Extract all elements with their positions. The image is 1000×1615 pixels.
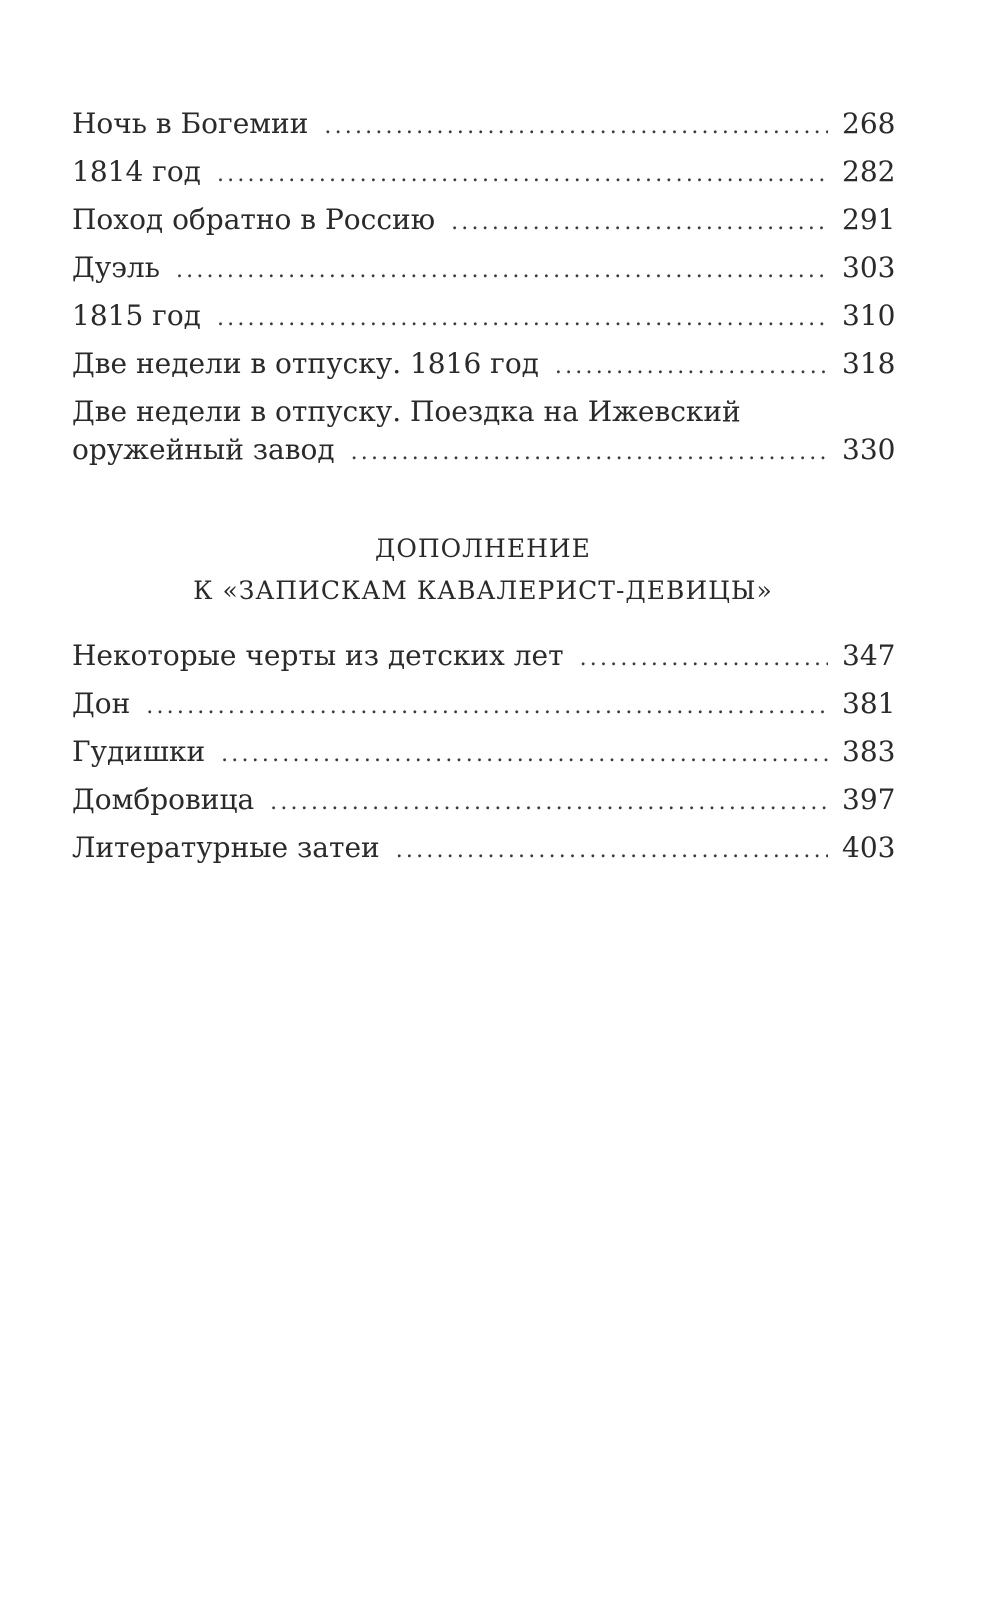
table-of-contents: [72, 100, 894, 470]
toc-entry-title: Две недели в отпуску. 1816 год: [72, 347, 539, 380]
dot-leader: [217, 295, 828, 343]
toc-entry-page: 397: [842, 783, 896, 816]
toc-entry: [72, 728, 894, 776]
toc-entry-page: 303: [842, 251, 896, 284]
toc-entry-title: Дуэль: [72, 251, 160, 284]
toc-entry-title: 1814 год: [72, 155, 201, 188]
dot-leader: [351, 433, 828, 473]
toc-entry-title: Домбровица: [72, 783, 255, 816]
section-heading: [72, 528, 894, 612]
toc-entry: [72, 148, 894, 196]
toc-entry: [72, 632, 894, 680]
toc-entry-page: 330: [842, 433, 896, 466]
toc-entry-page: 310: [842, 299, 896, 332]
toc-entry-page: 268: [842, 107, 896, 140]
dot-leader: [324, 103, 828, 151]
toc-entry-multiline: [72, 394, 894, 470]
toc-entry: [72, 776, 894, 824]
dot-leader: [217, 151, 828, 199]
toc-entry: [72, 680, 894, 728]
toc-entry: [72, 292, 894, 340]
toc-entry-title: Литературные затеи: [72, 831, 380, 864]
toc-entry-page: 291: [842, 203, 896, 236]
toc-entry-title: 1815 год: [72, 299, 201, 332]
toc-entry-title: Гудишки: [72, 735, 206, 768]
dot-leader: [221, 731, 828, 779]
toc-entry-title-continued: оружейный завод: [72, 433, 335, 466]
toc-entry-page: 347: [842, 639, 896, 672]
toc-entry-page: 383: [842, 735, 896, 768]
toc-entry: [72, 824, 894, 872]
dot-leader: [176, 247, 828, 295]
toc-entry-title: Две недели в отпуску. Поездка на Ижевский: [72, 395, 741, 428]
toc-entry: [72, 340, 894, 388]
toc-entry-page: 282: [842, 155, 896, 188]
toc-entry-title: Поход обратно в Россию: [72, 203, 436, 236]
section-heading-line: ДОПОЛНЕНИЕ: [375, 534, 591, 563]
toc-entry-page: 403: [842, 831, 896, 864]
dot-leader: [451, 199, 828, 247]
section-heading-line: К «ЗАПИСКАМ КАВАЛЕРИСТ-ДЕВИЦЫ»: [193, 576, 773, 605]
dot-leader: [146, 683, 828, 731]
toc-entry-continuation: [72, 430, 894, 470]
dot-leader: [396, 827, 828, 875]
dot-leader: [580, 635, 828, 683]
toc-entry: [72, 244, 894, 292]
toc-entry-title: Ночь в Богемии: [72, 107, 309, 140]
toc-entry-title: Дон: [72, 687, 131, 720]
table-of-contents-supplement: [72, 632, 894, 872]
dot-leader: [270, 779, 828, 827]
toc-entry-page: 381: [842, 687, 896, 720]
toc-entry-title: Некоторые черты из детских лет: [72, 639, 564, 672]
toc-entry-page: 318: [842, 347, 896, 380]
toc-entry: [72, 196, 894, 244]
toc-entry: [72, 100, 894, 148]
dot-leader: [555, 343, 828, 391]
